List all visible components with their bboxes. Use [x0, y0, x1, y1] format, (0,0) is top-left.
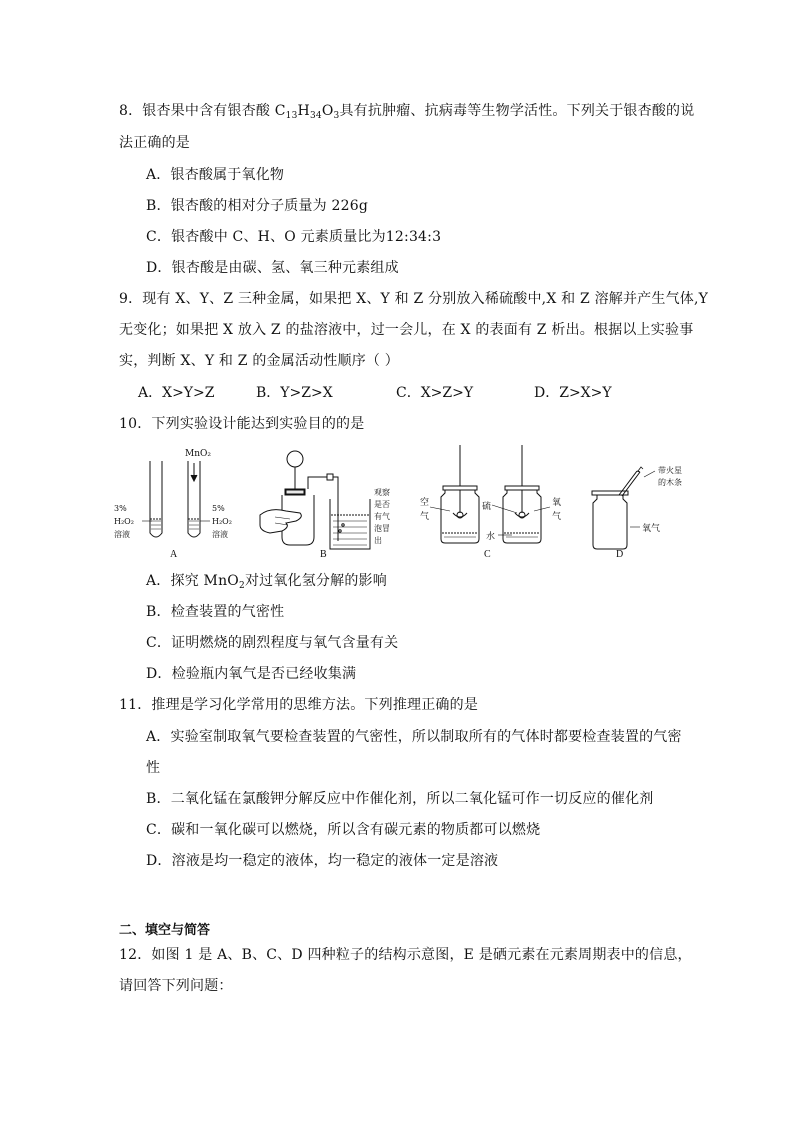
- label-c-air-2: 气: [420, 512, 430, 522]
- q12-stem-line1: 12．如图 1 是 A、B、C、D 四种粒子的结构示意图，E 是硒元素在元素周期表中的信息，: [119, 947, 692, 963]
- label-d-oxygen: 氧气: [642, 524, 661, 534]
- q10-option-d: D．检验瓶内氧气是否已经收集满: [146, 666, 357, 682]
- section-title: 二、填空与简答: [119, 923, 211, 938]
- q10-option-a: A．探究 MnO$_2$对过氧化氢分解的影响: [146, 573, 387, 591]
- label-a-left-pct: 3%: [114, 504, 127, 513]
- q11-stem: 11．推理是学习化学常用的思维方法。下列推理正确的是: [119, 697, 479, 713]
- q9-option-a: A．X>Y>Z: [138, 385, 215, 401]
- q10-stem: 10．下列实验设计能达到实验目的的是: [119, 416, 365, 432]
- label-a-left-h2o2: H₂O₂: [114, 517, 134, 526]
- q9-stem-line3: 实，判断 X、Y 和 Z 的金属活动性顺序（ ）: [119, 353, 399, 369]
- label-b-note-3: 有气: [374, 512, 390, 521]
- q10-option-b: B．检查装置的气密性: [146, 604, 285, 620]
- q10-experiment-figure: [110, 441, 690, 561]
- figure-d-oxygen-check: [592, 467, 655, 549]
- label-a-right-h2o2: H₂O₂: [212, 517, 232, 526]
- caption-a: A: [170, 549, 178, 560]
- q9-stem-line1: 9．现有 X、Y、Z 三种金属，如果把 X、Y 和 Z 分别放入稀硫酸中,X 和 Z 溶解并产生气体,Y: [119, 291, 709, 307]
- q11-option-a-line2: 性: [146, 760, 161, 776]
- figure-c-combustion: [430, 445, 550, 543]
- q9-option-b: B．Y>Z>X: [256, 385, 333, 401]
- q8-option-d: D．银杏酸是由碳、氢、氧三种元素组成: [146, 260, 399, 276]
- q10-option-c: C．证明燃烧的剧烈程度与氧气含量有关: [146, 635, 399, 651]
- label-b-note-1: 观察: [374, 488, 390, 497]
- q9-stem-line2: 无变化；如果把 X 放入 Z 的盐溶液中，过一会儿，在 X 的表面有 Z 析出。根据以上实验事: [119, 322, 694, 338]
- label-d-stick-1: 带火星: [658, 466, 682, 475]
- label-b-note-2: 是否: [374, 500, 390, 509]
- q11-option-b: B．二氧化锰在氯酸钾分解反应中作催化剂，所以二氧化锰可作一切反应的催化剂: [146, 791, 654, 807]
- label-a-right-sol: 溶液: [212, 530, 228, 539]
- caption-d: D: [616, 549, 624, 560]
- label-d-stick-2: 的木条: [658, 478, 682, 487]
- q11-option-c: C．碳和一氧化碳可以燃烧，所以含有碳元素的物质都可以燃烧: [146, 822, 541, 838]
- experiment-diagram: [110, 441, 690, 561]
- q8-option-a: A．银杏酸属于氧化物: [146, 167, 285, 183]
- label-c-air-1: 空: [420, 498, 430, 508]
- label-a-left-sol: 溶液: [114, 530, 130, 539]
- q9-option-c: C．X>Z>Y: [396, 385, 474, 401]
- q11-option-d: D．溶液是均一稳定的液体，均一稳定的液体一定是溶液: [146, 853, 499, 869]
- q8-option-b: B．银杏酸的相对分子质量为 226g: [146, 198, 369, 214]
- q8-option-c: C．银杏酸中 C、H、O 元素质量比为12:34:3: [146, 229, 442, 245]
- q8-stem-line2: 法正确的是: [119, 135, 190, 151]
- q9-option-d: D．Z>X>Y: [534, 385, 612, 401]
- label-b-note-4: 泡冒: [374, 524, 390, 533]
- figure-b-airtight-check: [260, 451, 370, 549]
- caption-c: C: [484, 549, 491, 560]
- label-mno2: MnO₂: [185, 449, 211, 459]
- label-a-right-pct: 5%: [212, 504, 225, 513]
- label-c-sulfur: 硫: [482, 502, 492, 512]
- q12-stem-line2: 请回答下列问题：: [119, 978, 233, 994]
- label-c-water: 水: [486, 532, 496, 542]
- label-b-note-5: 出: [374, 536, 382, 545]
- label-c-oxygen-2: 气: [552, 512, 562, 522]
- label-c-oxygen-1: 氧: [552, 498, 562, 508]
- q8-stem-line1: 8．银杏果中含有银杏酸 $C_{13}H_{34}O_3$具有抗肿瘤、抗病毒等生物学活性。下列关于银杏酸的说: [119, 103, 695, 121]
- q11-option-a-line1: A．实验室制取氧气要检查装置的气密性，所以制取所有的气体时都要检查装置的气密: [146, 729, 682, 745]
- figure-a-test-tubes: [142, 461, 210, 537]
- caption-b: B: [320, 549, 327, 560]
